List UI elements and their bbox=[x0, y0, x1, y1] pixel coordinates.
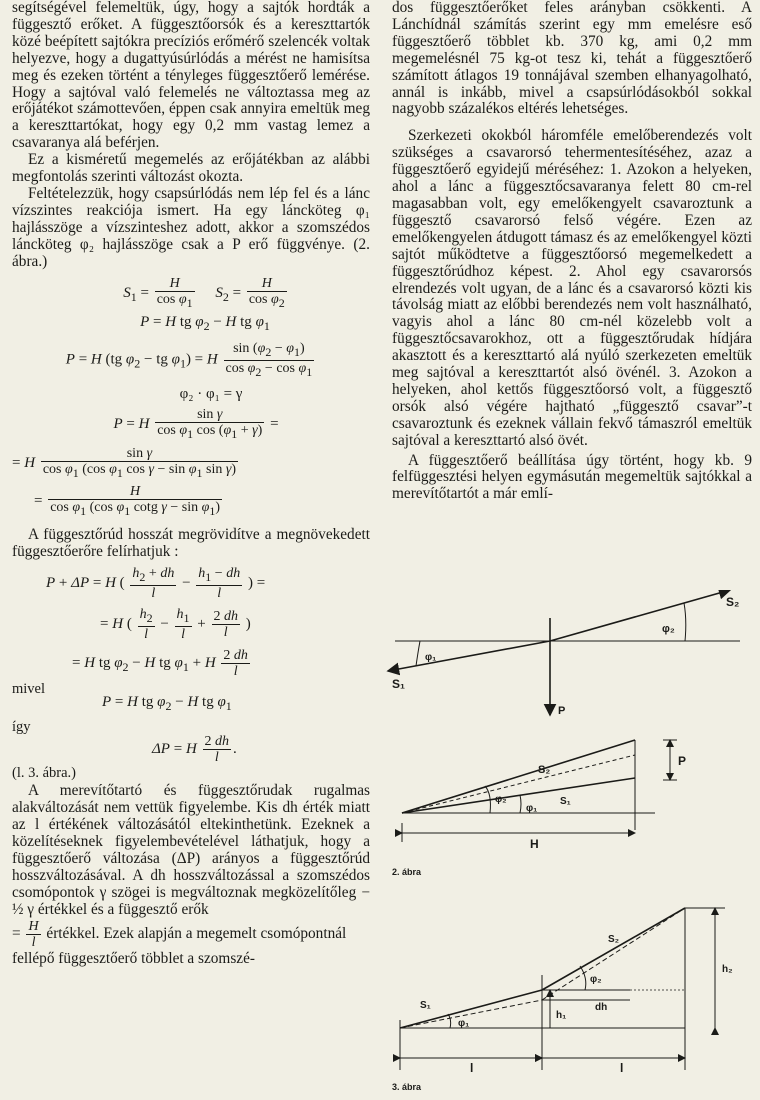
force-s1-arrow bbox=[388, 641, 550, 671]
label-phi2: φ₂ bbox=[662, 623, 675, 635]
fig2-label-phi1: φ₁ bbox=[526, 803, 538, 814]
left-paragraph-3: Feltételezzük, hogy csapsúrlódás nem lép fel és a lánc vízszintes reakciója ismert. Ha egy láncköteg φ₁ hajlásszöge a vízszinteshez adott, akkor a szomszédos láncköteg φ₂ hajlásszöge csak a P erő függvénye. (2. ábra.) bbox=[12, 184, 370, 270]
fig3-label-s1: S₁ bbox=[420, 1000, 431, 1011]
equation-delta-p: ΔP = H $\frac{2 dh}{l}$ . bbox=[152, 733, 237, 765]
fig2-caption: 2. ábra bbox=[392, 867, 422, 877]
force-diagram bbox=[388, 590, 740, 715]
equation-block-1 bbox=[12, 276, 370, 520]
equation-p-2: P = H (tg $\varphi_2$ − tg $\varphi_1) = H$ $\frac{\sin (\varphi_2 - \varphi_1)}{\cos \varphi_2 - \cos \varphi_1}$ bbox=[65, 341, 313, 379]
equation-p-5: = $\frac{H}{\cos \varphi_1 (\cos \varphi_1 \cot g \gamma - \sin \varphi_1)}$ bbox=[34, 484, 221, 519]
left-paragraph-5a: A merevítőtartó és függesztőrudak rugalmas alakváltozását nem vettük figyelembe. Kis dh érték miatt az l értékének változásától eltekinthetünk. Ezeknek a közelítéseknek figyelembevételével láthatjuk, hogy a függesztőerő változása (ΔP) arányos a függesztőrúd hosszváltozásával. A dh hosszváltozással a szomszédos csomópontok γ szögei is megváltoznak megközelítőleg − ½ γ értékkel és a függesztő erők bbox=[12, 782, 370, 918]
label-p: P bbox=[558, 705, 566, 717]
fig3-s2-line bbox=[542, 908, 685, 990]
left-paragraph-5b: értékkel. Ezek alapján a megemelt csomópontnál fellépő függesztőerő többlet a szomszé- bbox=[12, 924, 347, 967]
text-mivel: mivel bbox=[12, 680, 46, 697]
fig3-phi1-arc bbox=[448, 1014, 451, 1028]
left-paragraph-4: A függesztőrúd hosszát megrövidítve a megnövekedett függesztőerőre felírhatjuk : bbox=[12, 526, 370, 561]
equation-s1-s2: $S_1$ = $\frac{H}{\cos \varphi_1}$ $S_2$ = $\frac{H}{\cos \varphi_2}$ bbox=[123, 275, 285, 310]
fig3-label-dh: dh bbox=[595, 1002, 608, 1013]
equation-dp-3: = H tg $\varphi_2 - H$ tg $\varphi_1 + H$ $\frac{2 dh}{l}$ bbox=[72, 647, 248, 679]
fig3-label-h2: h₂ bbox=[722, 964, 733, 975]
figure-2 bbox=[402, 740, 677, 842]
figure-reference: (l. 3. ábra.) bbox=[12, 764, 77, 781]
right-paragraph-2: Szerkezeti okokból háromféle emelőberendezés volt szükséges a csavarorsó tehermentesítéséhez, azaz a függesztőerő egyidejű méréséhez: 1. Azokon a helyeken, ahol a lánc a függesztőcsavaranya felett 80 cm-rel magasabban volt, egy emelőkengyelt csavaroztunk a függesztő csavarorsó felső végére. Ezen az emelőkengyelen átdugott támasz és az emelőkengyel közti sajtót működtetve a függesztőorsó megemelkedett a függesztőrúdhoz képest. 2. Ahol egy csavarorsós elrendezés volt ugyan, de a lánc és a csavarorsó közti kis távolság miatt az előbbi berendezés nem volt használható, vagyis ahol a lánc 80 cm-nél közelebb volt a függesztőcsavarokhoz, ott a függesztőrudak hídjára akasztott és a kereszttartó alá nyúló szerkezeten emeltük meg sajtóval a kereszttartót alsó övénél. 3. Azokon a helyeken, ahol kettős függesztőorsó volt, a függesztő orsók alsó végére hajtható „függesztő csavar”-t csavaroztunk és ezeknek vállain fekvő támaszról emeltük sajtóval a kereszttartó alsó övét. bbox=[392, 127, 752, 449]
left-paragraph-1: segítségével felemeltük, úgy, hogy a sajtók hordták a függesztő erőket. A függesztőorsók és a kereszttartók közé beépített sajtókra precíziós erőmérő szelencék voltak helyezve, hogy a dugattyúsúrlódás a mérést ne hamisítsa meg és ezeken történt a tényleges függesztőerő lemérése. Hogy a sajtóval való felemelés ne változtassa meg az erőjátékot számottevően, éppen csak annyira emeltük meg a kereszttartókat, hogy egy 0,2 mm vastag lemez a csavaranya alá beférjen. bbox=[12, 0, 370, 152]
fig3-label-h1: h₁ bbox=[556, 1010, 567, 1021]
equation-p-repeat: P = H tg $\varphi_2 - H$ tg $\varphi_1$ bbox=[102, 693, 232, 713]
equation-p-1: P = H tg $\varphi_2 - H$ tg $\varphi_1$ bbox=[140, 314, 270, 334]
left-paragraph-5-fraction-line: = $\frac{H}{l}$ értékkel. Ezek alapján a megemelt csomópontnál fellépő függesztőerő többlet a szomszé- bbox=[12, 918, 347, 967]
equation-dp-1: P + ΔP = H ( $\frac{h_2 + dh}{l}$ − $\frac{h_1 - dh}{l}$ ) = bbox=[46, 566, 266, 601]
fig2-s2-line bbox=[402, 740, 635, 813]
equation-p-3: P = H $\frac{\text{sin γ}}{\cos \varphi_1 \cos (\varphi_1 + \gamma)}$ = bbox=[113, 406, 279, 441]
fig2-phi1-arc bbox=[520, 795, 521, 813]
angle-phi2-arc bbox=[684, 603, 686, 641]
equation-relation: φ₂ · φ₁ = γ bbox=[179, 385, 243, 402]
fig2-label-p: P bbox=[678, 754, 687, 768]
equation-p-4: = H $\frac{\text{sin γ}}{\cos \varphi_1 (\cos \varphi_1 \cos \gamma - \sin \varphi_1 \sin \gamma)}$ bbox=[12, 445, 237, 480]
figure-3 bbox=[400, 908, 725, 1070]
fig3-label-phi1: φ₁ bbox=[458, 1018, 470, 1029]
fig3-phi2-arc bbox=[580, 966, 586, 990]
text-igy: így bbox=[12, 718, 31, 735]
right-column bbox=[392, 0, 752, 503]
label-phi1: φ₁ bbox=[425, 652, 437, 663]
label-s2: S₂ bbox=[726, 595, 740, 609]
left-paragraph-2: Ez a kisméretű megemelés az erőjátékban az alábbi megfontolás szerinti változást okozta. bbox=[12, 151, 370, 186]
fig3-label-s2: S₂ bbox=[608, 934, 620, 945]
fig3-label-l2: l bbox=[620, 1061, 624, 1075]
force-s2-arrow bbox=[550, 590, 730, 641]
right-paragraph-3: A függesztőerő beállítása úgy történt, hogy kb. 9 felfüggesztési helyen egymásután megemeltük sajtókkal a merevítőtartót a már emlí- bbox=[392, 451, 752, 503]
fig2-s1-line bbox=[402, 778, 635, 813]
angle-phi1-arc bbox=[416, 641, 420, 666]
fig3-s2-dashed bbox=[542, 908, 685, 1000]
label-s1: S₁ bbox=[392, 677, 405, 691]
equation-dp-2: = H ( $\frac{h_2}{l}$ − $\frac{h_1}{l}$ + $\frac{2 dh}{l}$ ) bbox=[100, 606, 251, 642]
fig2-label-s1: S₁ bbox=[560, 796, 571, 807]
equation-block-2 bbox=[12, 566, 370, 679]
right-paragraph-1: dos függesztőerőket feles arányban csökkenti. A Lánchídnál számítás szerint egy mm emelésre eső függesztőerő többlet kb. 370 kg, ami 0,2 mm megemelésnél 75 kg-ot tesz ki, tehát a függesztőerő számított átlagos 19 tonnájával szemben elhanyagolható, annál is inkább, mivel a csapsúrlódásokból sokkal nagyobb százalékos eltérés lehetséges. bbox=[392, 0, 752, 118]
figures-diagram bbox=[380, 590, 760, 1095]
left-column bbox=[12, 0, 370, 968]
fig3-label-l1: l bbox=[470, 1061, 474, 1075]
fig3-label-phi2: φ₂ bbox=[590, 974, 602, 985]
fig2-label-phi2: φ₂ bbox=[495, 794, 507, 805]
fig2-label-s2: S₂ bbox=[538, 764, 551, 776]
fig3-caption: 3. ábra bbox=[392, 1082, 422, 1092]
fig2-label-h: H bbox=[530, 837, 539, 851]
